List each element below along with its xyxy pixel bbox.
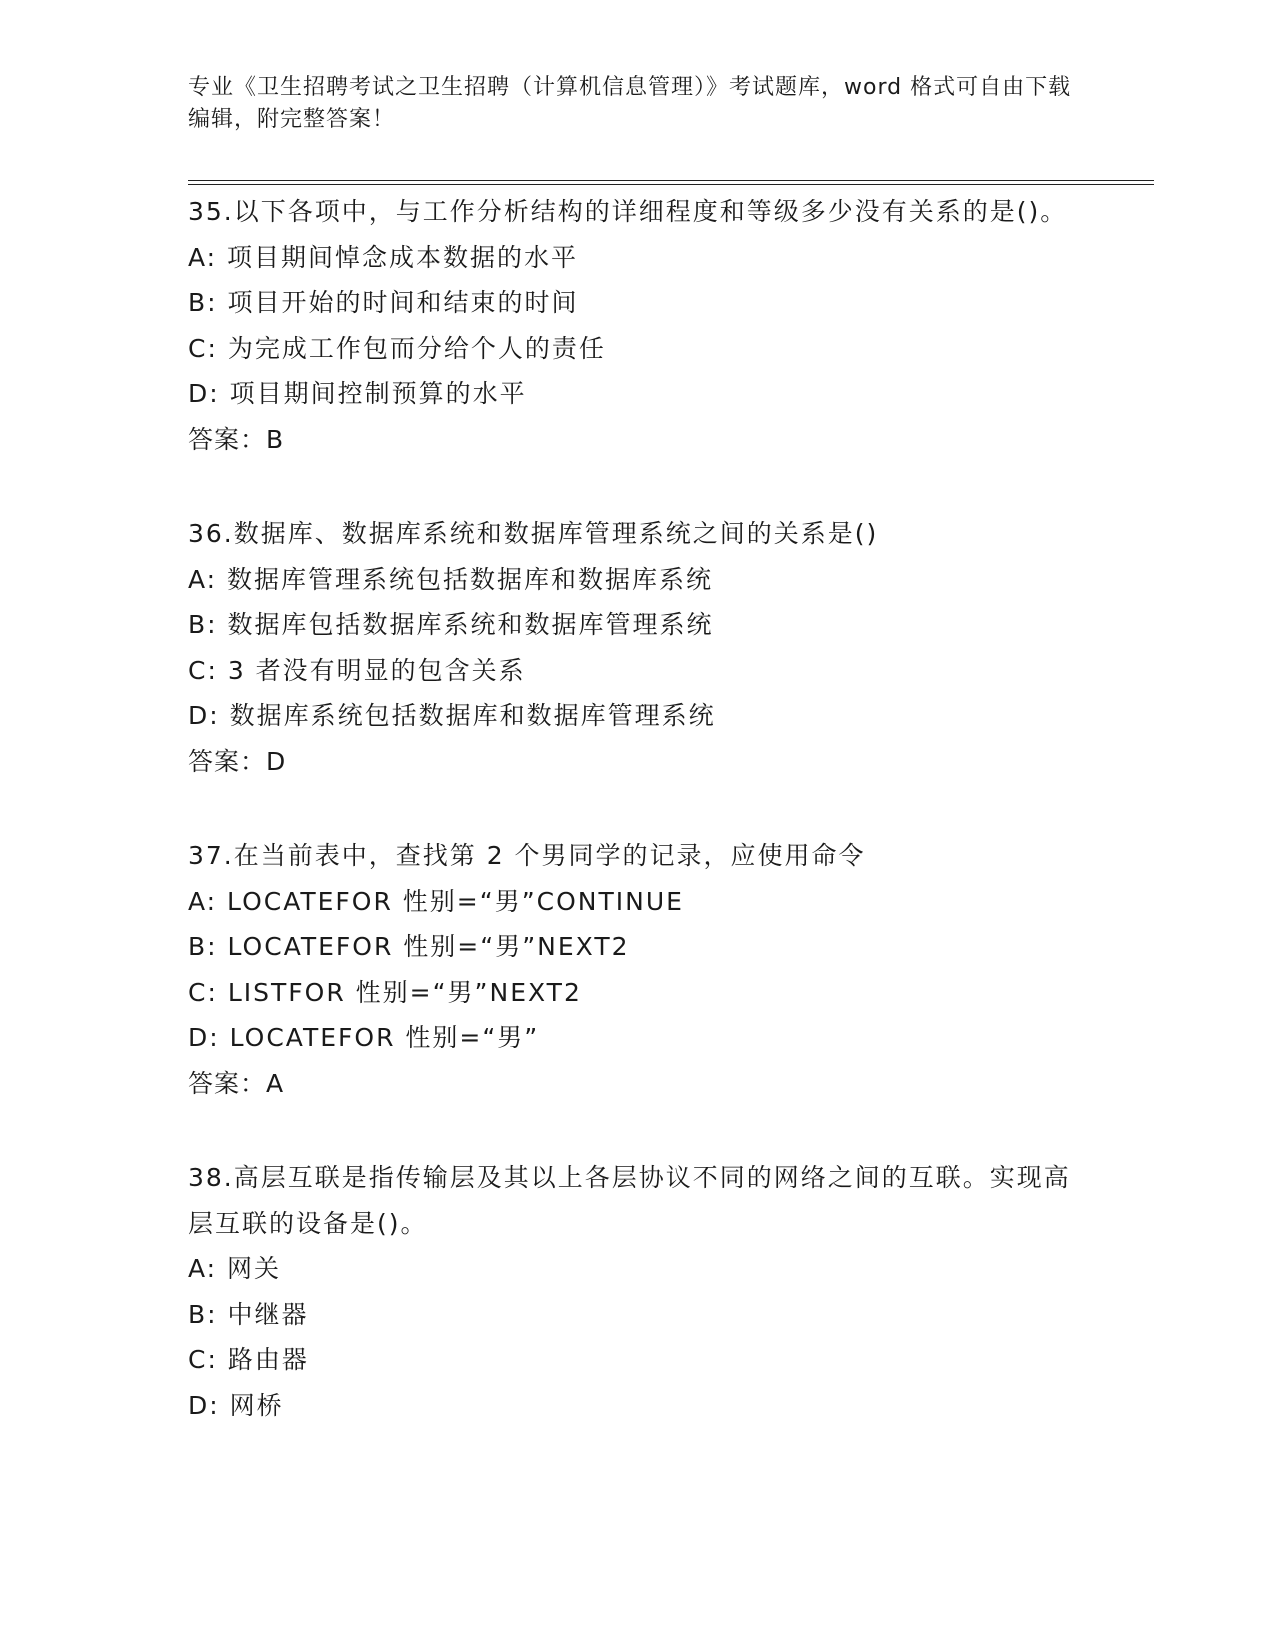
question-stem: 37.在当前表中，查找第 2 个男同学的记录，应使用命令 (188, 841, 866, 870)
option-a: A: 项目期间悼念成本数据的水平 (188, 242, 579, 272)
option-c: C: LISTFOR 性别=“男”NEXT2 (188, 977, 582, 1007)
option-a: A: 网关 (188, 1254, 282, 1283)
document-header: 专业《卫生招聘考试之卫生招聘（计算机信息管理）》考试题库，word 格式可自由下载编辑，附完整答案！ (188, 75, 1072, 132)
question-36 (188, 511, 1088, 784)
option-b: B: LOCATEFOR 性别=“男”NEXT2 (188, 932, 630, 961)
option-c: C: 路由器 (188, 1345, 309, 1374)
question-stem: 35.以下各项中，与工作分析结构的详细程度和等级多少没有关系的是()。 (188, 197, 1068, 226)
question-37 (188, 833, 1088, 1106)
option-d: D: 数据库系统包括数据库和数据库管理系统 (188, 701, 716, 730)
question-list (188, 189, 1088, 1477)
answer-label: 答案：D (188, 746, 287, 776)
answer-label: 答案：B (188, 424, 285, 454)
option-b: B: 数据库包括数据库系统和数据库管理系统 (188, 610, 714, 639)
option-d: D: 网桥 (188, 1390, 284, 1420)
question-stem: 36.数据库、数据库系统和数据库管理系统之间的关系是() (188, 519, 879, 548)
option-d: D: 项目期间控制预算的水平 (188, 379, 527, 408)
option-d: D: LOCATEFOR 性别=“男” (188, 1023, 540, 1052)
header-divider-bottom (188, 184, 1154, 185)
question-stem: 38.高层互联是指传输层及其以上各层协议不同的网络之间的互联。实现高层互联的设备是()。 (188, 1163, 1071, 1238)
option-c: C: 3 者没有明显的包含关系 (188, 655, 526, 685)
question-38 (188, 1155, 1088, 1428)
option-a: A: LOCATEFOR 性别=“男”CONTINUE (188, 886, 684, 916)
question-35 (188, 189, 1088, 462)
option-c: C: 为完成工作包而分给个人的责任 (188, 333, 606, 363)
option-b: B: 项目开始的时间和结束的时间 (188, 288, 579, 317)
answer-label: 答案：A (188, 1068, 285, 1098)
option-b: B: 中继器 (188, 1299, 309, 1329)
header-divider-top (188, 180, 1154, 181)
option-a: A: 数据库管理系统包括数据库和数据库系统 (188, 564, 714, 594)
